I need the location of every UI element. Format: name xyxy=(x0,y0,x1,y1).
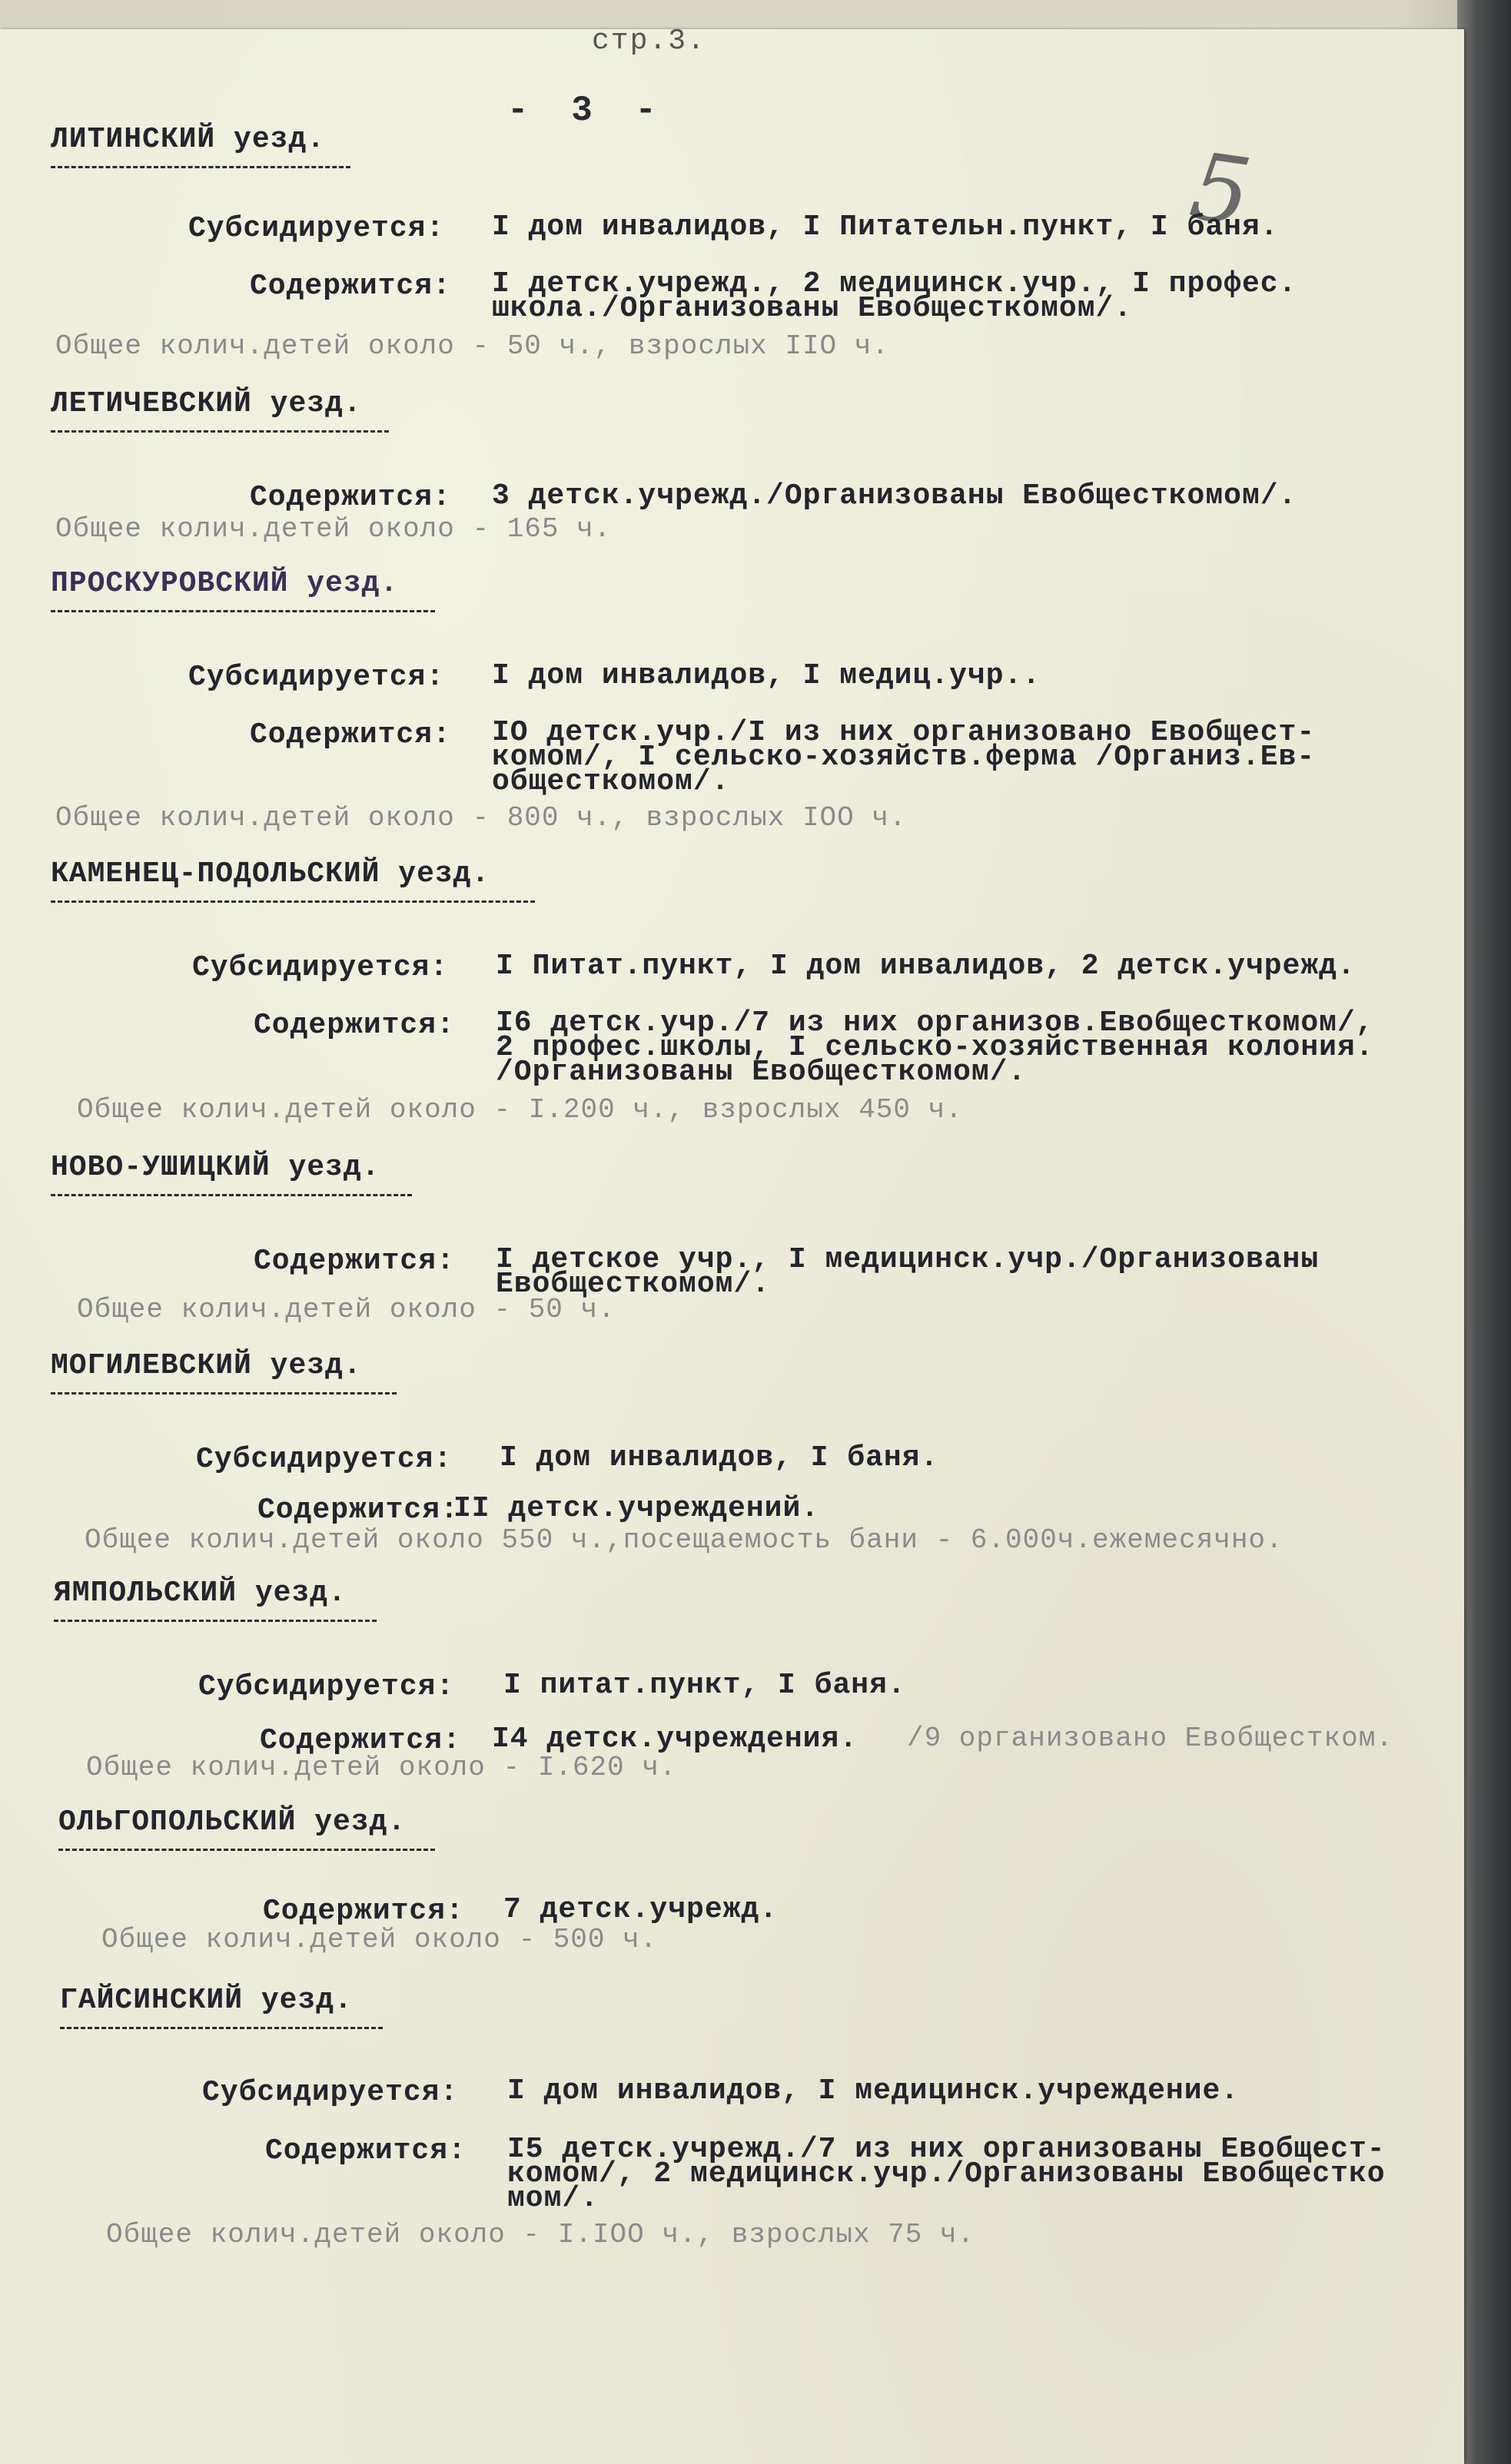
total-note: Общее колич.детей около - 800 ч., взрослых IOO ч. xyxy=(55,802,907,834)
document-page xyxy=(0,25,1464,2464)
maintained-label: Содержится: xyxy=(265,2134,467,2167)
maintained-line: мом/. xyxy=(507,2182,599,2215)
maintained-line: школа./Организованы Евобщесткомом/. xyxy=(492,292,1133,325)
maintained-line: общесткомом/. xyxy=(492,765,730,798)
maintained-line: комом/, 2 медицинск.учр./Организованы Евобщестко xyxy=(507,2157,1386,2190)
subsidized-label: Субсидируется: xyxy=(198,1670,455,1703)
district-heading: ОЛЬГОПОЛЬСКИЙ уезд. xyxy=(58,1806,407,1839)
maintained-line: комом/, I сельско-хозяйств.ферма /Организ.Ев- xyxy=(492,741,1316,774)
maintained-label: Содержится: xyxy=(260,1724,461,1757)
maintained-line: IO детск.учр./I из них организовано Евобщест- xyxy=(492,716,1316,749)
total-note: Общее колич.детей около - I.200 ч., взрослых 450 ч. xyxy=(77,1094,963,1126)
subsidized-text: I дом инвалидов, I Питательн.пункт, I баня. xyxy=(492,211,1279,244)
maintained-label: Содержится: xyxy=(254,1009,455,1042)
maintained-label: Содержится: xyxy=(263,1895,464,1928)
maintained-line: Евобщесткомом/. xyxy=(496,1268,771,1301)
district-heading: ЛЕТИЧЕВСКИЙ уезд. xyxy=(51,387,362,420)
subsidized-label: Субсидируется: xyxy=(202,2076,459,2109)
maintained-label: Содержится: xyxy=(254,1245,455,1278)
total-note: Общее колич.детей около - 500 ч. xyxy=(101,1924,658,1955)
district-heading: ПРОСКУРОВСКИЙ уезд. xyxy=(51,567,399,600)
subsidized-label: Субсидируется: xyxy=(196,1443,453,1476)
subsidized-text: I Питат.пункт, I дом инвалидов, 2 детск.учрежд. xyxy=(496,950,1356,983)
heading-underline xyxy=(51,1392,397,1394)
maintained-line: I5 детск.учрежд./7 из них организованы Евобщест- xyxy=(507,2133,1386,2166)
total-note: Общее колич.детей около - 50 ч., взрослых IIO ч. xyxy=(55,330,889,362)
pencil-page-mark: 5 xyxy=(1184,133,1257,247)
subsidized-label: Субсидируется: xyxy=(188,661,445,694)
heading-underline xyxy=(51,1194,412,1196)
district-heading: НОВО-УШИЦКИЙ уезд. xyxy=(51,1151,380,1184)
page-number: - 3 - xyxy=(507,91,668,131)
subsidized-text: I питат.пункт, I баня. xyxy=(503,1669,906,1702)
heading-underline xyxy=(51,900,535,903)
total-note: Общее колич.детей около - I.620 ч. xyxy=(86,1752,677,1783)
maintained-line: 2 профес.школы, I сельско-хозяйственная колония. xyxy=(496,1031,1374,1064)
maintained-line: II детск.учреждений. xyxy=(453,1492,820,1525)
maintained-line: I6 детск.учр./7 из них организов.Евобщесткомом/, xyxy=(496,1006,1374,1040)
maintained-line: I4 детск.учреждения. xyxy=(492,1723,858,1756)
heading-underline xyxy=(60,2027,383,2029)
district-heading: ЯМПОЛЬСКИЙ уезд. xyxy=(54,1577,347,1610)
subsidized-text: I дом инвалидов, I медицинск.учреждение. xyxy=(507,2074,1240,2107)
maintained-note: /9 организовано Евобщестком. xyxy=(907,1723,1393,1754)
maintained-line: I детск.учрежд., 2 медицинск.учр., I профес. xyxy=(492,267,1297,300)
district-heading: ЛИТИНСКИЙ уезд. xyxy=(51,123,326,156)
heading-underline xyxy=(54,1620,377,1622)
subsidized-label: Субсидируется: xyxy=(192,951,449,984)
heading-underline xyxy=(58,1849,435,1851)
heading-underline xyxy=(51,430,389,433)
maintained-line: 3 детск.учрежд./Организованы Евобщесткомом/. xyxy=(492,479,1297,512)
maintained-label: Содержится: xyxy=(257,1494,459,1527)
maintained-line: /Организованы Евобщесткомом/. xyxy=(496,1056,1027,1089)
scanner-edge xyxy=(1457,0,1511,2464)
page-reference: стр.3. xyxy=(592,25,706,58)
maintained-label: Содержится: xyxy=(250,718,451,751)
maintained-line: I детское учр., I медицинск.учр./Организованы xyxy=(496,1243,1320,1276)
district-heading: МОГИЛЕВСКИЙ уезд. xyxy=(51,1349,362,1382)
maintained-line: 7 детск.учрежд. xyxy=(503,1893,779,1926)
maintained-label: Содержится: xyxy=(250,270,451,303)
subsidized-text: I дом инвалидов, I медиц.учр.. xyxy=(492,659,1041,692)
district-heading: ГАЙСИНСКИЙ уезд. xyxy=(60,1984,353,2017)
total-note: Общее колич.детей около - 50 ч. xyxy=(77,1294,616,1325)
heading-underline xyxy=(51,610,435,612)
total-note: Общее колич.детей около 550 ч.,посещаемость бани - 6.000ч.ежемесячно. xyxy=(85,1524,1284,1556)
maintained-label: Содержится: xyxy=(250,481,451,514)
total-note: Общее колич.детей около - 165 ч. xyxy=(55,513,612,545)
district-heading: КАМЕНЕЦ-ПОДОЛЬСКИЙ уезд. xyxy=(51,857,490,890)
subsidized-text: I дом инвалидов, I баня. xyxy=(500,1441,939,1474)
total-note: Общее колич.детей около - I.IOO ч., взрослых 75 ч. xyxy=(106,2219,975,2250)
heading-underline xyxy=(51,166,350,168)
subsidized-label: Субсидируется: xyxy=(188,212,445,245)
